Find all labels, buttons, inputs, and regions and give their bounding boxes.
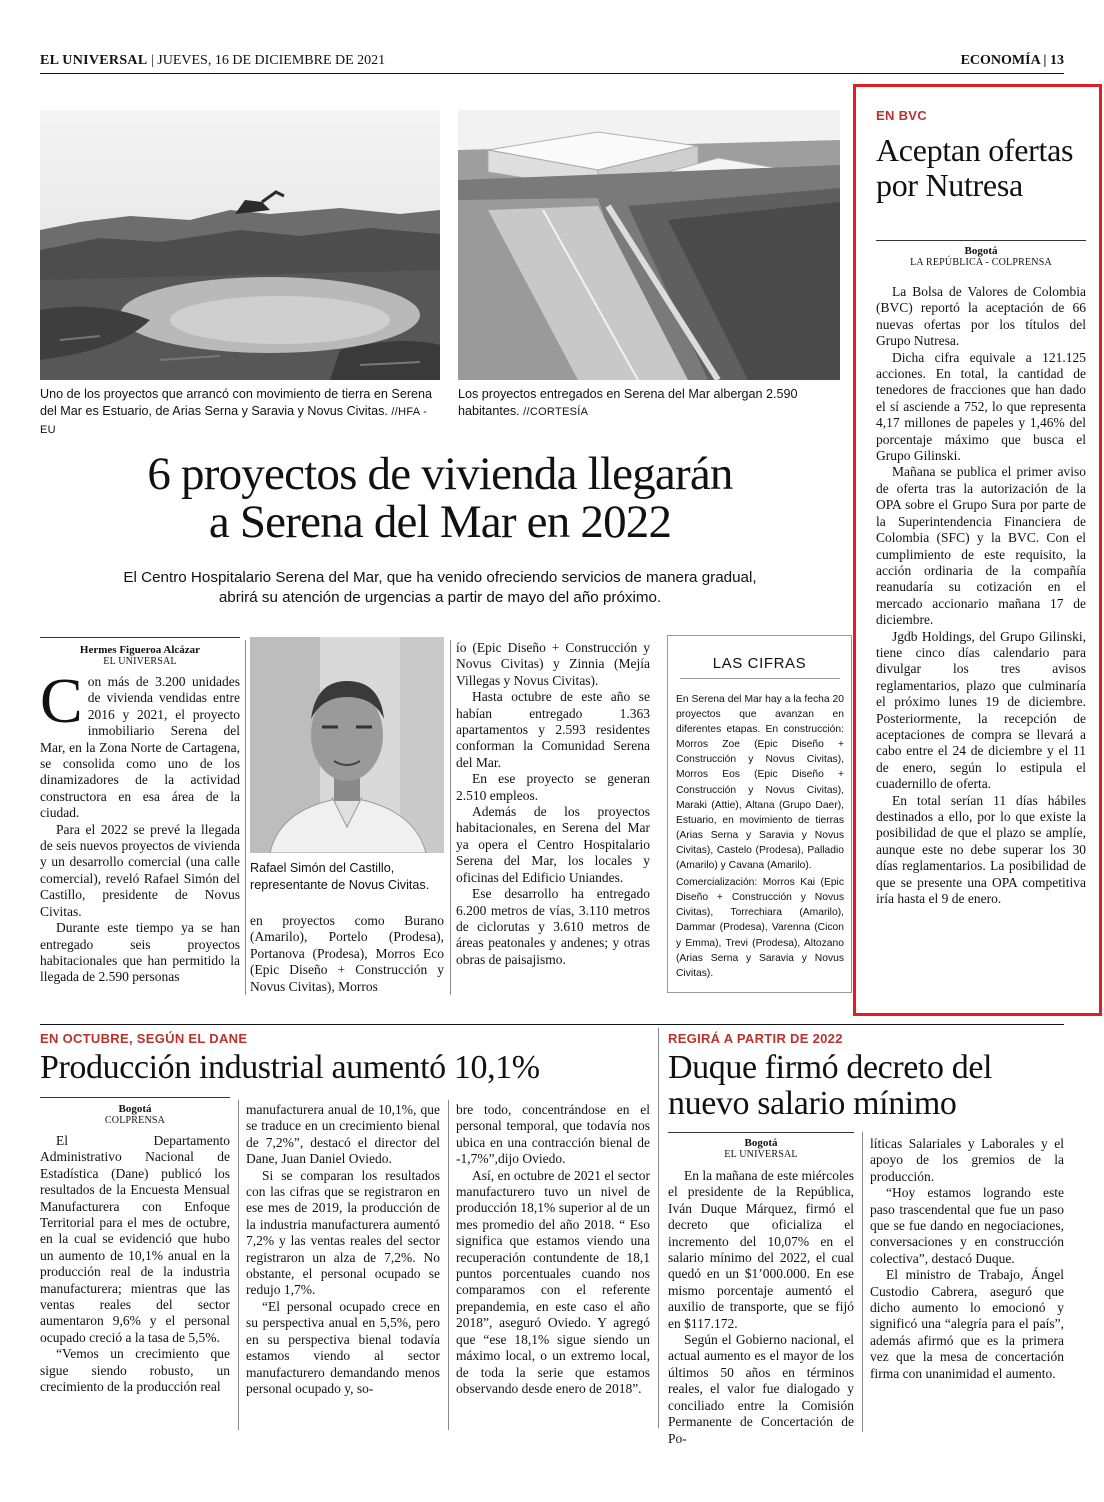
byline-rule (876, 240, 1086, 241)
subhead-line: abrirá su atención de urgencias a partir de mayo del año próximo. (218, 589, 662, 606)
salario-column-2 (870, 1136, 1064, 1382)
paragraph: El ministro de Trabajo, Ángel Custodio Cabrera, aseguró que dicho aumento lo emocionó y significó una “alegría para el país”, además afirmó que es la primera vez que la mesa de concertación firma con unanimidad el aumento. (870, 1267, 1064, 1381)
caption-text: Uno de los proyectos que arrancó con movimiento de tierra en Serena del Mar es Estuario, de Arias Serna y Saravia y Novus Civitas. (40, 387, 433, 418)
salario-byline (668, 1138, 854, 1160)
paragraph: bre todo, concentrándose en el personal temporal, que todavía nos ubica en una contracción bienal de -1,7%”,dijo Oviedo. (456, 1102, 650, 1167)
byline-city: Bogotá (118, 1103, 152, 1115)
main-article-column-1 (40, 665, 240, 986)
newspaper-name: EL UNIVERSAL (40, 53, 148, 68)
sidebar-byline (876, 246, 1086, 268)
paragraph: En la mañana de este miércoles el presidente de la República, Iván Duque Márquez, firmó el decreto que oficializa el incremento del 10,07% en el salario mínimo del 2022, el cual quedó en un $1’000.000. En ese mismo porcentaje aumentó el auxilio de transporte, que se fijó en $117.172. (668, 1168, 854, 1331)
paragraph: La Bolsa de Valores de Colombia (BVC) reportó la aceptación de 66 nuevas ofertas por los títulos del Grupo Nutresa. (876, 284, 1086, 349)
byline-author: Hermes Figueroa Alcázar (79, 644, 201, 656)
photo-credit: //HFA - EU (40, 406, 428, 436)
byline-city: Bogotá (744, 1137, 778, 1149)
paragraph: Para el 2022 se prevé la llegada de seis nuevos proyectos de vivienda y un desarrollo comercial (una calle comercial), reveló Rafael Simón del Castillo, presidente de Novus Civitas. (40, 821, 240, 919)
main-article-column-3 (456, 640, 650, 968)
paragraph: Mañana se publica el primer aviso de oferta tras la autorización de la OPA sobre el Grupo Sura por parte de la Superintendencia Financiera de Colombia (SFC) y la BVC. Con el cumplimiento de este requisito, la acción ordinaria de la compañía reanudaría su cotización en el mercado accionario mañana 17 de diciembre. (876, 464, 1086, 628)
drop-cap: C (40, 665, 83, 736)
running-head-left: EL UNIVERSAL | JUEVES, 16 DE DICIEMBRE DE 2021 (40, 53, 386, 68)
byline-organization: COLPRENSA (104, 1115, 166, 1126)
column-divider (862, 1132, 863, 1432)
industria-column-3 (456, 1102, 650, 1397)
photo-construction-site (40, 110, 440, 380)
subhead-line: El Centro Hospitalario Serena del Mar, que ha venido ofreciendo servicios de manera gradual, (123, 569, 757, 586)
headline-line: 6 proyectos de vivienda llegarán (147, 448, 733, 500)
paragraph: En Serena del Mar hay a la fecha 20 proyectos que avanzan en diferentes etapas. En construcción: Morros Zoe (Epic Diseño + Construcción y Novus Civitas), Morros Eos (Epic Diseño + Construcción y Novus Civitas), Maraki (Attie), Altana (Grupo Daer), Estuario, en movimiento de tierras (Arias Serna y Saravia y Novus Civitas), Castelo (Prodesa), Palladio (Amarilo) y Cavana (Amarilo). (676, 694, 844, 872)
byline-organization: EL UNIVERSAL (724, 1149, 798, 1160)
paragraph: El Departamento Administrativo Nacional de Estadística (Dane) publicó los resultados de la Encuesta Mensual Manufacturera con Enfoque Territorial para el mes de octubre, en la cual se evidenció que hubo un aumento de 10,1% anual en la producción real de la industria manufacturera; mientras que las ventas reales del sector aumentaron 9,6% y el personal ocupado creció a la tasa de 5,5%. (40, 1133, 230, 1345)
paragraph: En ese proyecto se generan 2.510 empleos. (456, 771, 650, 803)
photo-aerial-buildings (458, 110, 840, 380)
paragraph: ío (Epic Diseño + Construcción y Novus Civitas) y Zinnia (Mejía Villegas y Novus Civitas). (456, 640, 650, 688)
paragraph: Además de los proyectos habitacionales, en Serena del Mar ya opera el Centro Hospitalario Serena del Mar, los locales y oficinas del Edificio Uniandes. (456, 804, 650, 885)
main-byline (40, 645, 240, 667)
paragraph (40, 665, 240, 822)
paragraph: Según el Gobierno nacional, el actual aumento es el mayor de los últimos 50 años en términos reales, el valor fue dialogado y conciliado entre la Comisión Permanente de Concertación de Po- (668, 1332, 854, 1446)
salario-headline (668, 1050, 1068, 1122)
column-divider (238, 1100, 239, 1430)
las-cifras-text (676, 692, 844, 983)
column-divider (658, 1028, 659, 1428)
byline-organization: EL UNIVERSAL (103, 656, 177, 667)
caption-text: Los proyectos entregados en Serena del Mar albergan 2.590 habitantes. (458, 387, 798, 418)
section-name: ECONOMÍA (960, 53, 1040, 68)
industria-column-1 (40, 1133, 230, 1396)
salario-kicker: REGIRÁ A PARTIR DE 2022 (668, 1031, 843, 1046)
byline-rule (40, 1097, 230, 1098)
industria-column-2 (246, 1102, 440, 1397)
sidebar-kicker: EN BVC (876, 108, 927, 123)
headline-line: Duque firmó decreto del (668, 1049, 993, 1086)
column-divider (245, 640, 246, 995)
industria-headline: Producción industrial aumentó 10,1% (40, 1049, 540, 1086)
byline-city: Bogotá (964, 245, 998, 257)
paragraph: manufacturera anual de 10,1%, que se traduce en un crecimiento bienal de 7,2%”, destacó el director del Dane, Juan Daniel Oviedo. (246, 1102, 440, 1167)
paragraph: Así, en octubre de 2021 el sector manufacturero tuvo un nivel de producción 18,1% superior al de un mes promedio del año 2018. “ Eso significa que estamos viendo una recuperación contundente de 18,1 puntos porcentuales cuando nos comparamos con el referente prepandemia, en este caso el año 2018”, aseguró Oviedo. Y agregó que “ese 18,1% sigue siendo un máximo local, o un extremo local, de toda la serie que estamos observando desde enero de 2018”. (456, 1167, 650, 1396)
las-cifras-title: LAS CIFRAS (712, 655, 807, 672)
paragraph: “Hoy estamos logrando este paso trascendental que fue un paso que se fue dando en negociaciones, conversaciones y en construcción colectiva”, destacó Duque. (870, 1185, 1064, 1266)
running-head (40, 53, 1064, 73)
main-subheadline (60, 568, 820, 608)
paragraph: “El personal ocupado crece en su perspectiva anual en 5,5%, pero en su perspectiva bienal todavía estamos viendo al sector manufacturero demandando menos personal ocupado y, so- (246, 1298, 440, 1396)
column-divider (450, 640, 451, 995)
headline-line: a Serena del Mar en 2022 (208, 496, 672, 548)
section-rule (40, 1024, 1064, 1025)
salario-column-1 (668, 1168, 854, 1447)
industria-kicker: EN OCTUBRE, SEGÚN EL DANE (40, 1031, 248, 1046)
paragraph: líticas Salariales y Laborales y el apoyo de los gremios de la producción. (870, 1136, 1064, 1184)
paragraph: Comercialización: Morros Kai (Epic Diseño + Construcción y Novus Civitas), Torrechiara (Amarilo), Dammar (Prodesa), Varenna (Cicon y Emma), Trevi (Prodesa), Altozano (Arias Serna y Saravia y Novus Civitas). (676, 877, 844, 979)
paragraph: Dicha cifra equivale a 121.125 acciones. En total, la cantidad de tenedores de fracciones que han dado el sí asciende a 752, lo que representa 4,17 millones de papeles y 1,46% del porcentaje máximo que busca el Grupo Gilinski. (876, 349, 1086, 464)
byline-organization: LA REPÚBLICA - COLPRENSA (910, 257, 1052, 268)
portrait-caption: Rafael Simón del Castillo, representante de Novus Civitas. (250, 861, 430, 892)
photo-credit: //CORTESÍA (523, 406, 589, 418)
paragraph: “Vemos un crecimiento que sigue siendo robusto, un crecimiento de la producción real (40, 1346, 230, 1395)
paragraph: En total serían 11 días hábiles destinados a ello, por lo que existe la posibilidad de que el plazo se amplíe, aunque este no debe superar los 30 días reglamentarios. La posibilidad de que se presente una OPA competitiva iría hasta el 9 de enero. (876, 792, 1086, 907)
sidebar-article-body (876, 284, 1086, 907)
main-headline (40, 450, 840, 546)
paragraph: Jgdb Holdings, del Grupo Gilinski, tiene cinco días calendario para divulgar los tres avisos reglamentarios, plazo que culminaría el próximo lunes 19 de diciembre. Posteriormente, la recepción de aceptaciones de compra se llevará a cabo entre el 24 de diciembre y el 11 de enero, según lo estipula el cuadernillo de oferta. (876, 628, 1086, 792)
column-divider (448, 1100, 449, 1430)
paragraph: Si se comparan los resultados con las cifras que se registraron en ese mes de 2019, la producción de la industria manufacturera aumentó 7,2% y las ventas reales del sector registraron un alza de 7,2%. No obstante, el personal ocupado se redujo 1,7%. (246, 1167, 440, 1298)
industria-byline (40, 1104, 230, 1126)
photo-left-caption (40, 386, 440, 439)
paragraph: en proyectos como Burano (Amarilo), Portelo (Prodesa), Portanova (Prodesa), Morros Eco (Epic Diseño + Construcción y Novus Civitas), Morros (250, 913, 444, 994)
headline-line: nuevo salario mínimo (668, 1085, 957, 1122)
byline-rule (40, 637, 240, 638)
sidebar-headline: Aceptan ofertas por Nutresa (876, 132, 1074, 203)
paragraph: Hasta octubre de este año se habían entregado 1.363 apartamentos y 2.593 residentes conforman la Comunidad Serena del Mar. (456, 689, 650, 770)
photo-right-caption (458, 386, 840, 421)
portrait-photo (250, 637, 444, 853)
paragraph: Ese desarrollo ha entregado 6.200 metros de vías, 3.110 metros de ciclorutas y 3.610 metros de áreas peatonales y andenes; y otras obras de paisajismo. (456, 886, 650, 967)
main-article-column-2 (250, 913, 444, 995)
running-head-right: ECONOMÍA | 13 (960, 53, 1064, 68)
header-rule (40, 73, 1064, 74)
byline-rule (668, 1132, 854, 1133)
issue-date: JUEVES, 16 DE DICIEMBRE DE 2021 (157, 53, 386, 68)
las-cifras-rule (680, 678, 840, 679)
paragraph: Durante este tiempo ya se han entregado seis proyectos habitacionales que han permitido la llegada de 2.590 personas (40, 920, 240, 985)
paragraph-text: on más de 3.200 unidades de vivienda vendidas entre 2016 y 2021, el proyecto inmobiliario Serena del Mar, en la Zona Norte de Cartagena, se consolida como uno de los dinamizadores de la actividad constructora en esa área de la ciudad. (40, 674, 240, 821)
page-number: 13 (1050, 53, 1064, 68)
